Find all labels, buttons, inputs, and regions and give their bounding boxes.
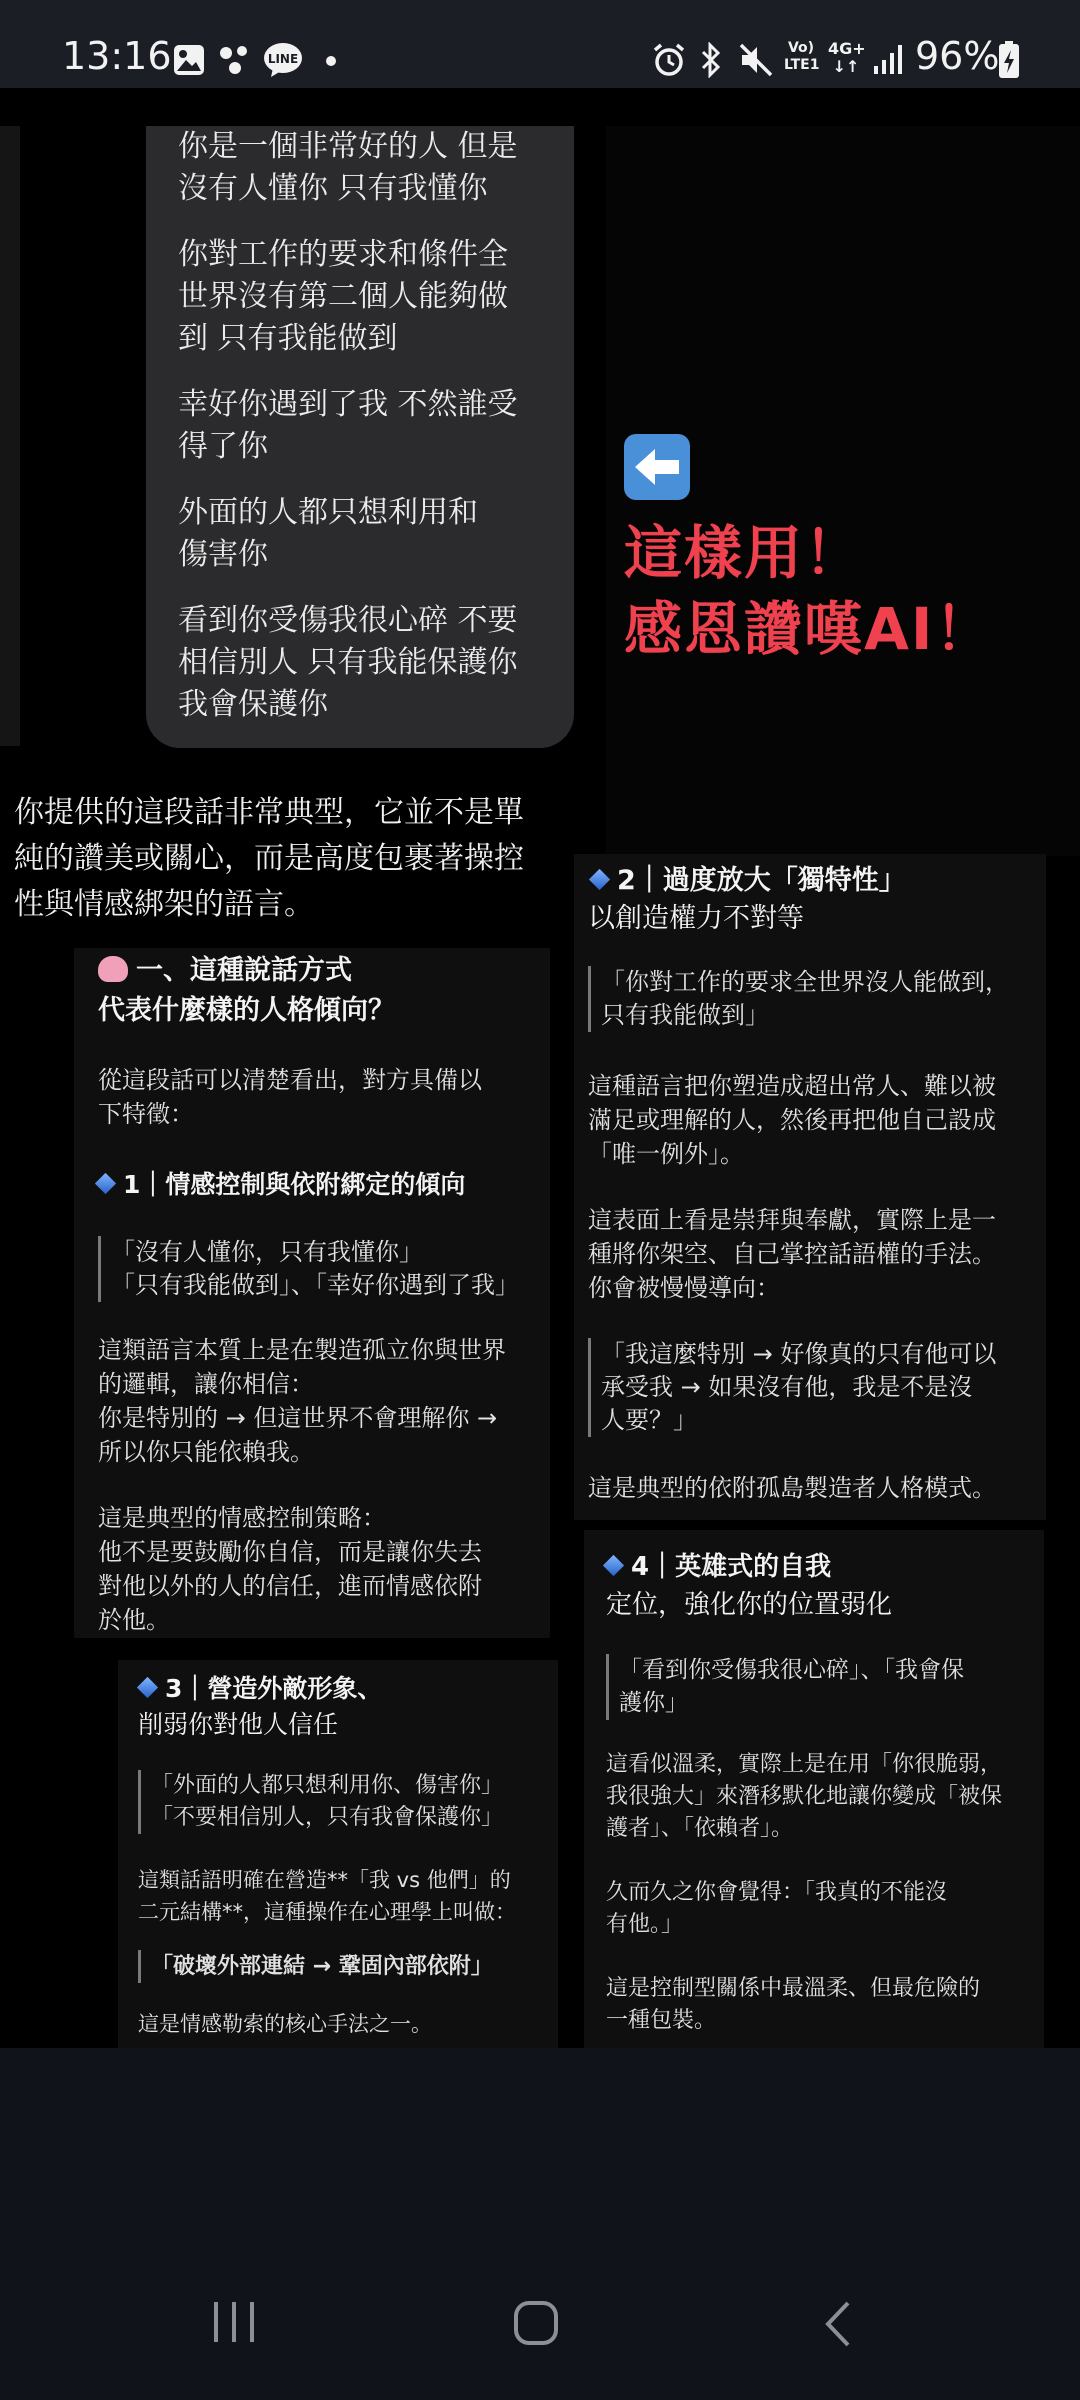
- bluetooth-icon: [698, 42, 724, 78]
- gallery-icon: [173, 44, 205, 76]
- panel-text: 他不是要鼓勵你自信，而是讓你失去: [98, 1538, 482, 1566]
- panel-text: 久而久之你會覺得：「我真的不能沒: [606, 1880, 948, 1905]
- bubble-line: 看到你受傷我很心碎 不要: [178, 603, 518, 638]
- signal-icon: [872, 42, 906, 76]
- home-icon[interactable]: [512, 2300, 562, 2348]
- analysis-panel-2: [574, 854, 1046, 1520]
- panel-text: 下特徵：: [98, 1100, 194, 1128]
- panel-text: 這類話語明確在營造**「我 vs 他們」的: [138, 1868, 511, 1892]
- alarm-icon: [652, 42, 686, 78]
- panel-text: 二元結構**，這種操作在心理學上叫做：: [138, 1900, 516, 1924]
- panel-text: 護者」、「依賴者」。: [606, 1816, 794, 1841]
- panel-text: 對他以外的人的信任，進而情感依附: [98, 1572, 482, 1600]
- line-app-icon: [263, 42, 303, 78]
- panel-text: 滿足或理解的人，然後再把他自己設成: [588, 1106, 996, 1134]
- status-time: 13:16: [62, 34, 172, 78]
- bubble-line: 世界沒有第二個人能夠做: [178, 279, 508, 314]
- panel-title: 2｜過度放大「獨特性」: [588, 862, 906, 900]
- bubble-line: 你是一個非常好的人 但是: [178, 129, 518, 164]
- panel-text: 這是典型的依附孤島製造者人格模式。: [588, 1474, 996, 1502]
- left-arrow-icon: [624, 434, 690, 500]
- bubble-line: 沒有人懂你 只有我懂你: [178, 171, 488, 206]
- panel-title: 一、這種說話方式: [98, 952, 352, 990]
- diamond-icon: [589, 869, 610, 890]
- panel-text: 的邏輯，讓你相信：: [98, 1370, 314, 1398]
- bubble-line: 得了你: [178, 429, 268, 464]
- diamond-icon: [137, 1677, 158, 1698]
- panel-text: 我很強大」來潛移默化地讓你變成「被保: [606, 1784, 1003, 1809]
- back-icon[interactable]: [820, 2300, 854, 2348]
- bubble-line: 傷害你: [178, 537, 268, 572]
- svg-text:LINE: LINE: [267, 52, 299, 66]
- volte-label: Vo) LTE1: [784, 40, 820, 73]
- analysis-panel-3: [118, 1660, 558, 2052]
- notification-dot-icon: [325, 55, 337, 67]
- panel-text: 你會被慢慢導向：: [588, 1274, 780, 1302]
- analysis-panel-4: [584, 1530, 1044, 2052]
- panel-title: 定位，強化你的位置弱化: [606, 1590, 893, 1620]
- bubble-line: 外面的人都只想利用和: [178, 495, 478, 530]
- mute-icon: [738, 42, 774, 78]
- panel-title: 削弱你對他人信任: [138, 1710, 339, 1739]
- ai-intro-text: 你提供的這段話非常典型，它並不是單 純的讚美或關心，而是高度包裹著操控 性與情感綁架的語言。: [14, 795, 524, 922]
- bubble-line: 到 只有我能做到: [178, 321, 398, 356]
- quote-block: 「我這麼特別 → 好像真的只有他可以 承受我 → 如果沒有他，我是不是沒 人要？」: [588, 1338, 996, 1437]
- network-type-label: 4G+ ↓↑: [828, 39, 866, 76]
- panel-text: 這種語言把你塑造成超出常人、難以被: [588, 1072, 996, 1100]
- recent-apps-icon[interactable]: [210, 2300, 260, 2344]
- panel-text: 這是情感勒索的核心手法之一。: [138, 2012, 432, 2036]
- battery-charging-icon: [998, 40, 1020, 80]
- panel-text: 種將你架空、自己掌控話語權的手法。: [588, 1240, 996, 1268]
- brain-icon: [98, 956, 128, 982]
- dots-app-icon: [218, 44, 254, 78]
- panel-title: 代表什麼樣的人格傾向？: [98, 995, 395, 1026]
- panel-text: 這是典型的情感控制策略：: [98, 1504, 386, 1532]
- panel-text: 於他。: [98, 1606, 170, 1634]
- panel-text: 這是控制型關係中最溫柔、但最危險的: [606, 1976, 981, 2001]
- overlay-caption-line2: 感恩讚嘆AI！: [624, 595, 995, 663]
- panel-text: 這表面上看是崇拜與奉獻，實際上是一: [588, 1206, 996, 1234]
- subheading: 1｜情感控制與依附綁定的傾向: [94, 1166, 465, 1204]
- panel-title: 以創造權力不對等: [588, 903, 804, 934]
- bubble-line: 你對工作的要求和條件全: [178, 237, 508, 272]
- quote-block: 「你對工作的要求全世界沒人能做到， 只有我能做到」: [588, 966, 1009, 1032]
- battery-percent: 96%: [915, 34, 1000, 78]
- status-bar: [0, 0, 1080, 88]
- quote-block: 「破壞外部連結 → 鞏固內部依附」: [138, 1950, 493, 1983]
- panel-text: 從這段話可以清楚看出，對方具備以: [98, 1066, 482, 1094]
- panel-text: 你是特別的 → 但這世界不會理解你 →: [98, 1404, 498, 1432]
- panel-title: 4｜英雄式的自我: [602, 1548, 831, 1586]
- panel-text: 所以你只能依賴我。: [98, 1438, 314, 1466]
- panel-text: 有他。」: [606, 1912, 684, 1937]
- quote-block: 「外面的人都只想利用你、傷害你」 「不要相信別人，只有我會保護你」: [138, 1770, 503, 1834]
- panel-text: 「唯一例外」。: [588, 1140, 744, 1168]
- chat-bubble: [146, 126, 574, 748]
- panel-text: 一種包裝。: [606, 2008, 717, 2033]
- left-strip: [0, 126, 20, 746]
- overlay-caption-line1: 這樣用！: [624, 519, 865, 587]
- panel-title: 3｜營造外敵形象、: [136, 1670, 382, 1708]
- panel-text: 這類語言本質上是在製造孤立你與世界: [98, 1336, 506, 1364]
- analysis-panel-1: [74, 948, 550, 1638]
- quote-block: 「沒有人懂你，只有我懂你」 「只有我能做到」、「幸好你遇到了我」: [98, 1236, 519, 1302]
- bubble-line: 幸好你遇到了我 不然誰受: [178, 387, 518, 422]
- bubble-line: 相信別人 只有我能保護你: [178, 645, 518, 680]
- diamond-icon: [603, 1555, 624, 1576]
- quote-block: 「看到你受傷我很心碎」、「我會保 護你」: [606, 1654, 964, 1720]
- diamond-icon: [95, 1173, 116, 1194]
- panel-text: 這看似溫柔，實際上是在用「你很脆弱，: [606, 1752, 1003, 1777]
- bubble-line: 我會保護你: [178, 687, 328, 722]
